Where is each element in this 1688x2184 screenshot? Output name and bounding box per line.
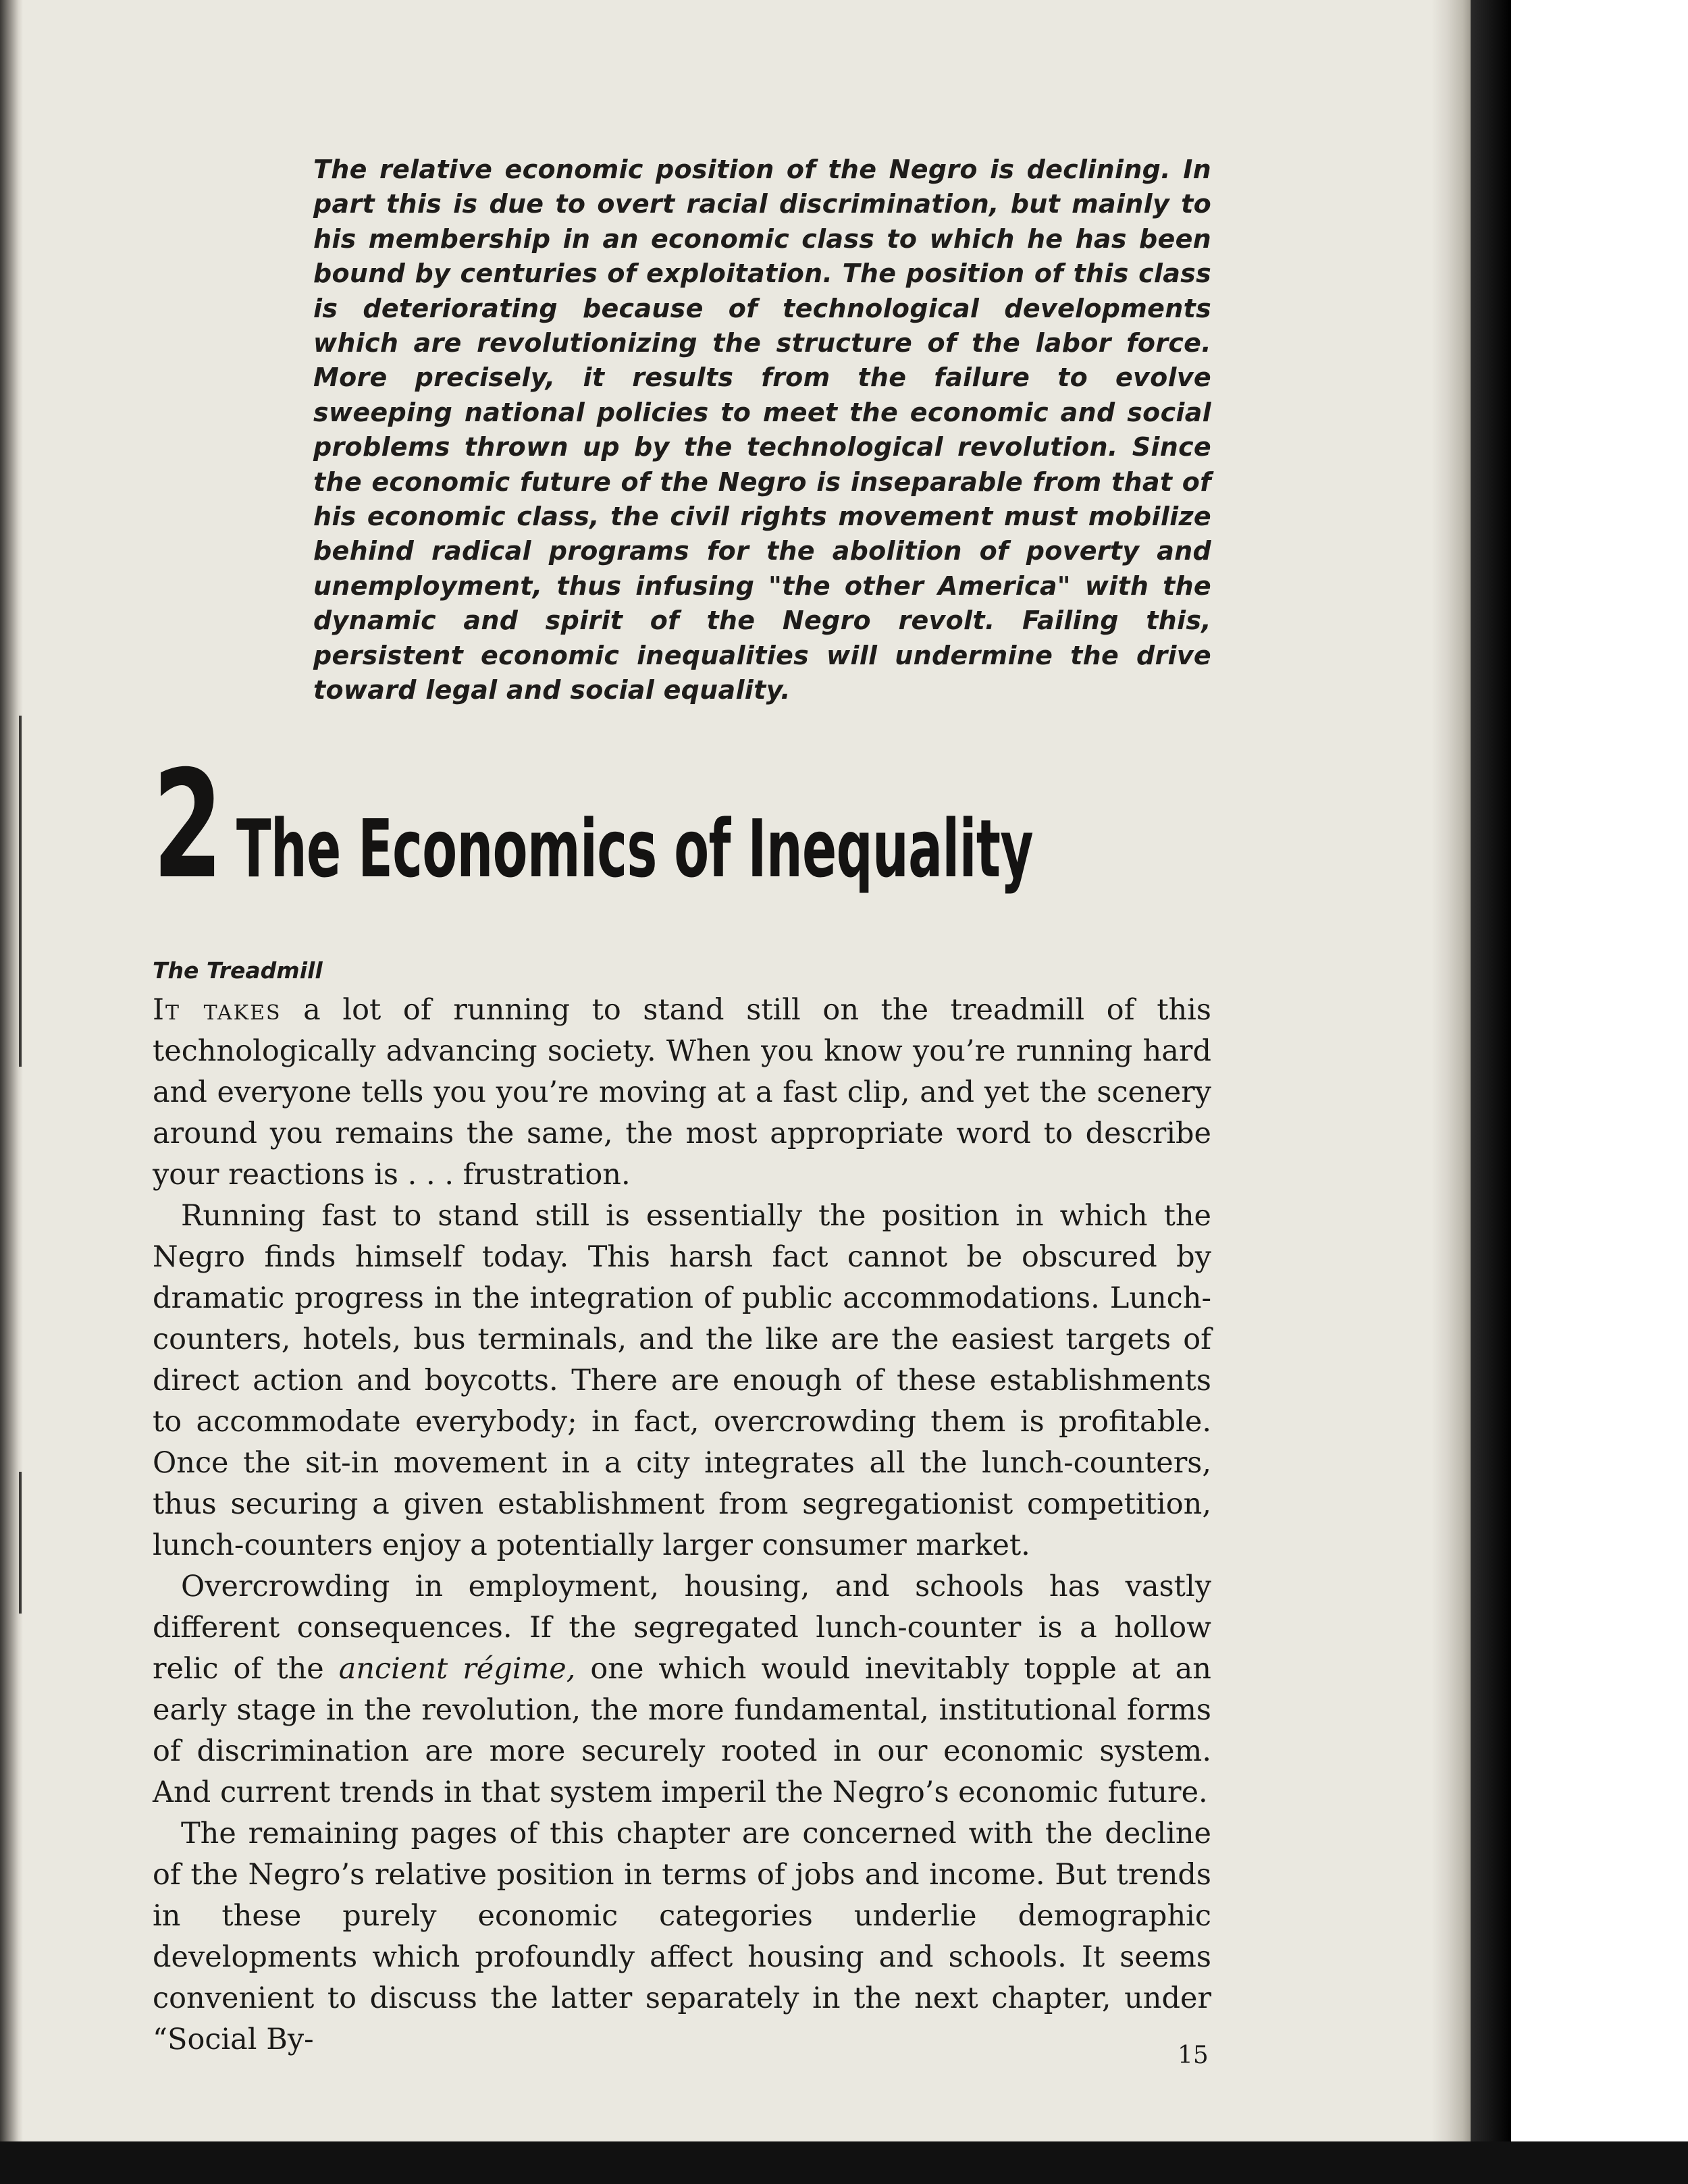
- chapter-number: 2: [153, 739, 223, 911]
- gutter-mark: [19, 1472, 22, 1614]
- paragraph: Running fast to stand still is essentially the position in which the Negro finds himself today. This harsh fact cannot be obscured by dramatic progress in the integration of public accommodations. Lunch-counters, hotels, bus terminals, and the like are the easiest targets of direct action and boycotts. There are enough of these establishments to accommodate everybody; in fact, overcrowding them is profitable. Once the sit-in movement in a city integrates all the lunch-counters, thus securing a given establishment from segregationist competition, lunch-counters enjoy a potentially larger consumer market.: [153, 1199, 1211, 1562]
- page-edge-shadow: [1431, 0, 1471, 2141]
- gutter-mark: [19, 716, 22, 1067]
- chapter-title: The Economics of Inequality: [236, 802, 1033, 895]
- paragraph: [153, 1566, 1211, 1813]
- chapter-abstract: The relative economic position of the Negro is declining. In part this is due to overt racial discrimination, but mainly to his membership in an economic class to which he has been bound by centuries of exploitation. The position of this class is deteriorating because of technological developments which are revolutionizing the structure of the labor force. More precisely, it results from the failure to evolve sweeping national policies to meet the economic and social problems thrown up by the technological revolution. Since the economic future of the Negro is inseparable from that of his economic class, the civil rights movement must mobilize behind radical programs for the abolition of poverty and unemployment, thus infusing "the other America" with the dynamic and spirit of the Negro revolt. Failing this, persistent economic inequalities will undermine the drive toward legal and social equality.: [313, 155, 1211, 705]
- body-text: [153, 990, 1211, 2060]
- paragraph-text: a lot of running to stand still on the treadmill of this technologically advancing society. When you know you’re running hard and everyone tells you you’re moving at a fast clip, and yet the scenery around you remains the same, the most appropriate word to describe your reactions is . . . frustration.: [153, 993, 1211, 1192]
- italic-phrase: ancient régime,: [338, 1652, 576, 1686]
- scan-bottom-border: [0, 2141, 1688, 2184]
- paragraph: The remaining pages of this chapter are concerned with the decline of the Negro’s relative position in terms of jobs and income. But trends in these purely economic categories underlie demographic developments which profoundly affect housing and schools. It seems convenient to discuss the latter separately in the next chapter, under “Social By-: [153, 1817, 1211, 2056]
- chapter-heading: [153, 739, 1471, 911]
- page-number: 15: [1178, 2042, 1209, 2069]
- scan-right-border: [1471, 0, 1511, 2184]
- paragraph-text: one which would inevitably topple at an early stage in the revolution, the more fundamental, institutional forms of discrimination are more securely rooted in our economic system. And current trends in that system imperil the Negro’s economic future.: [153, 1652, 1211, 1809]
- paragraph: [153, 990, 1211, 1196]
- opening-small-caps: It takes: [153, 993, 282, 1027]
- paragraph-text: Overcrowding in employment, housing, and schools has vastly different consequences. If the segregated lunch-counter is a hollow relic of the: [153, 1570, 1211, 1686]
- spine-shadow: [0, 0, 23, 2141]
- section-heading: The Treadmill: [153, 957, 323, 984]
